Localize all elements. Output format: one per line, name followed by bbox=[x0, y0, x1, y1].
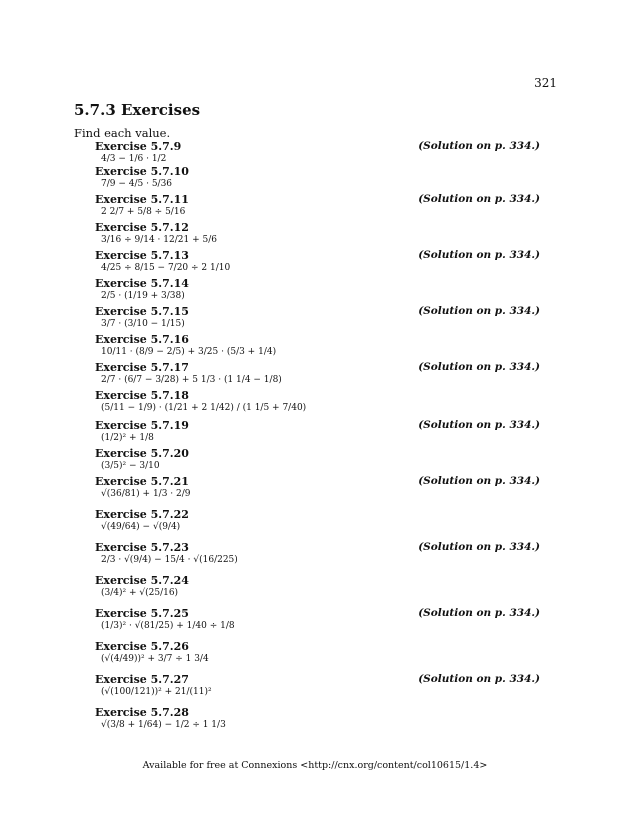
exercise-expression: 3/16 ÷ 9/14 · 12/21 + 5/6 bbox=[101, 235, 217, 245]
exercise-item bbox=[95, 277, 540, 305]
exercise-title: Exercise 5.7.13 bbox=[95, 249, 189, 262]
solution-link[interactable]: (Solution on p. 334.) bbox=[418, 475, 540, 487]
exercise-item bbox=[95, 508, 540, 541]
exercise-item bbox=[95, 475, 540, 508]
exercise-title: Exercise 5.7.21 bbox=[95, 475, 189, 488]
exercise-item bbox=[95, 221, 540, 249]
page-number: 321 bbox=[534, 76, 557, 90]
exercise-expression: 2 2/7 + 5/8 ÷ 5/16 bbox=[101, 207, 186, 217]
exercise-item bbox=[95, 389, 540, 419]
exercise-title: Exercise 5.7.11 bbox=[95, 193, 189, 206]
exercise-item bbox=[95, 447, 540, 475]
exercise-expression: (1/3)² · √(81/25) + 1/40 ÷ 1/8 bbox=[101, 621, 235, 631]
solution-link[interactable]: (Solution on p. 334.) bbox=[418, 607, 540, 619]
exercise-item bbox=[95, 140, 540, 165]
exercise-expression: (3/4)² + √(25/16) bbox=[101, 588, 179, 598]
exercise-title: Exercise 5.7.10 bbox=[95, 165, 189, 178]
exercise-title: Exercise 5.7.26 bbox=[95, 640, 189, 653]
exercise-item bbox=[95, 305, 540, 333]
exercise-expression: 4/25 ÷ 8/15 − 7/20 ÷ 2 1/10 bbox=[101, 263, 231, 273]
solution-link[interactable]: (Solution on p. 334.) bbox=[418, 673, 540, 685]
exercise-title: Exercise 5.7.9 bbox=[95, 140, 182, 153]
exercise-expression: (3/5)² − 3/10 bbox=[101, 461, 160, 471]
exercise-expression: 7/9 − 4/5 · 5/36 bbox=[101, 179, 173, 189]
exercise-title: Exercise 5.7.19 bbox=[95, 419, 189, 432]
solution-link[interactable]: (Solution on p. 334.) bbox=[418, 419, 540, 431]
exercise-title: Exercise 5.7.23 bbox=[95, 541, 189, 554]
solution-link[interactable]: (Solution on p. 334.) bbox=[418, 541, 540, 553]
exercise-expression: √(3/8 + 1/64) − 1/2 ÷ 1 1/3 bbox=[101, 720, 226, 730]
solution-link[interactable]: (Solution on p. 334.) bbox=[418, 361, 540, 373]
exercise-title: Exercise 5.7.12 bbox=[95, 221, 189, 234]
exercise-expression: (5/11 − 1/9) · (1/21 + 2 1/42) / (1 1/5 + 7/40) bbox=[101, 403, 307, 413]
exercise-item bbox=[95, 419, 540, 447]
exercise-title: Exercise 5.7.17 bbox=[95, 361, 189, 374]
exercise-item bbox=[95, 574, 540, 607]
solution-link[interactable]: (Solution on p. 334.) bbox=[418, 249, 540, 261]
exercise-title: Exercise 5.7.14 bbox=[95, 277, 189, 290]
exercise-item bbox=[95, 193, 540, 221]
exercise-title: Exercise 5.7.25 bbox=[95, 607, 189, 620]
exercise-title: Exercise 5.7.28 bbox=[95, 706, 189, 719]
exercise-item bbox=[95, 541, 540, 574]
section-title: 5.7.3 Exercises bbox=[74, 101, 201, 119]
exercise-expression: √(36/81) + 1/3 · 2/9 bbox=[101, 489, 191, 499]
exercise-expression: 2/7 · (6/7 − 3/28) + 5 1/3 · (1 1/4 − 1/8) bbox=[101, 375, 282, 385]
exercise-title: Exercise 5.7.18 bbox=[95, 389, 189, 402]
exercise-expression: 4/3 − 1/6 · 1/2 bbox=[101, 154, 167, 164]
exercise-item bbox=[95, 333, 540, 361]
exercise-title: Exercise 5.7.20 bbox=[95, 447, 189, 460]
exercise-item bbox=[95, 165, 540, 193]
exercise-item bbox=[95, 673, 540, 706]
solution-link[interactable]: (Solution on p. 334.) bbox=[418, 193, 540, 205]
exercise-expression: (√(4/49))² + 3/7 ÷ 1 3/4 bbox=[101, 654, 209, 664]
exercise-expression: 2/5 · (1/19 + 3/38) bbox=[101, 291, 185, 301]
exercise-title: Exercise 5.7.16 bbox=[95, 333, 189, 346]
exercise-expression: 3/7 · (3/10 − 1/15) bbox=[101, 319, 185, 329]
exercise-item bbox=[95, 640, 540, 673]
exercise-list bbox=[95, 140, 540, 734]
exercise-title: Exercise 5.7.15 bbox=[95, 305, 189, 318]
exercise-title: Exercise 5.7.27 bbox=[95, 673, 189, 686]
exercise-expression: 2/3 · √(9/4) − 15/4 · √(16/225) bbox=[101, 555, 238, 565]
exercise-expression: 10/11 · (8/9 − 2/5) + 3/25 · (5/3 + 1/4) bbox=[101, 347, 277, 357]
page-footer: Available for free at Connexions <http://cnx.org/content/col10615/1.4> bbox=[142, 760, 488, 771]
section-intro: Find each value. bbox=[74, 126, 171, 140]
exercise-item bbox=[95, 706, 540, 734]
exercise-item bbox=[95, 607, 540, 640]
exercise-expression: (1/2)² + 1/8 bbox=[101, 433, 154, 443]
solution-link[interactable]: (Solution on p. 334.) bbox=[418, 140, 540, 152]
exercise-expression: √(49/64) − √(9/4) bbox=[101, 522, 181, 532]
exercise-expression: (√(100/121))² + 21/(11)² bbox=[101, 687, 212, 697]
exercise-item bbox=[95, 361, 540, 389]
exercise-title: Exercise 5.7.22 bbox=[95, 508, 189, 521]
exercise-item bbox=[95, 249, 540, 277]
solution-link[interactable]: (Solution on p. 334.) bbox=[418, 305, 540, 317]
exercise-title: Exercise 5.7.24 bbox=[95, 574, 189, 587]
